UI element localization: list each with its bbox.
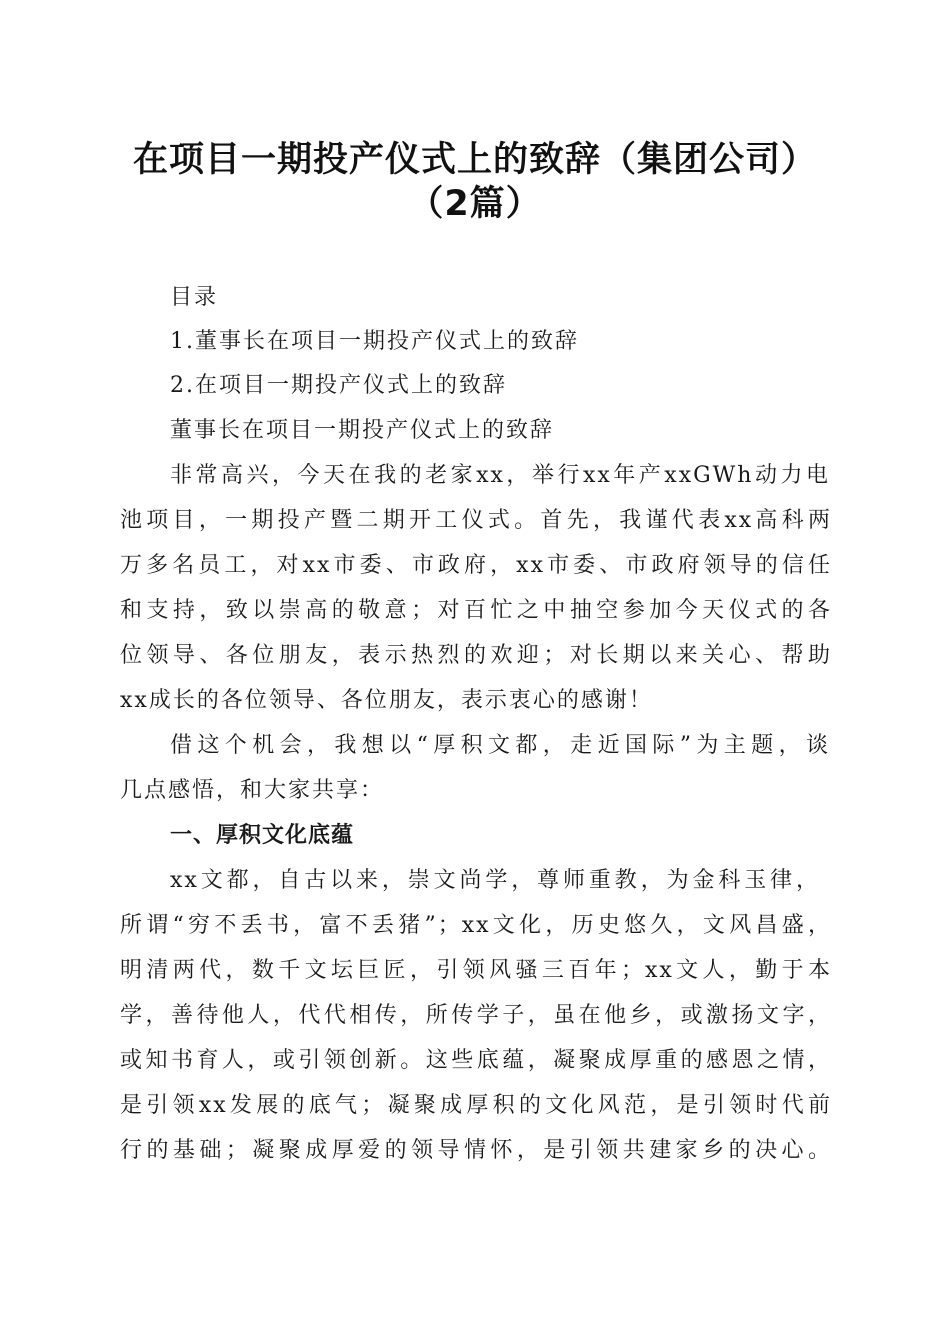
paragraph-line: xx文都，自古以来，崇文尚学，尊师重教，为金科玉律，	[170, 868, 820, 893]
document-title-count: （2篇）	[408, 184, 542, 224]
paragraph-line: 是引领xx发展的底气；凝聚成厚积的文化风范，是引领时代前	[120, 1093, 832, 1118]
toc-item: 1.董事长在项目一期投产仪式上的致辞	[170, 329, 579, 354]
document-title: 在项目一期投产仪式上的致辞（集团公司）	[132, 140, 817, 180]
paragraph-line: xx成长的各位领导、各位朋友，表示衷心的感谢！	[120, 688, 653, 713]
paragraph-line: 所谓“穷不丢书，富不丢猪”；xx文化，历史悠久，文风昌盛，	[120, 913, 832, 938]
paragraph-line: 或知书育人，或引领创新。这些底蕴，凝聚成厚重的感恩之情，	[120, 1048, 832, 1073]
paragraph-line: 几点感悟，和大家共享：	[120, 778, 385, 803]
section-heading: 一、厚积文化底蕴	[170, 823, 355, 848]
paragraph-line: 万多名员工，对xx市委、市政府，xx市委、市政府领导的信任	[120, 553, 832, 578]
speech-title: 董事长在项目一期投产仪式上的致辞	[170, 418, 555, 443]
toc-item: 2.在项目一期投产仪式上的致辞	[170, 373, 507, 398]
paragraph-line: 位领导、各位朋友，表示热烈的欢迎；对长期以来关心、帮助	[120, 643, 832, 668]
paragraph-line: 行的基础；凝聚成厚爱的领导情怀，是引领共建家乡的决心。	[120, 1138, 832, 1163]
paragraph-line: 和支持，致以崇高的敬意；对百忙之中抽空参加今天仪式的各	[120, 598, 832, 623]
paragraph-line: 学，善待他人，代代相传，所传学子，虽在他乡，或激扬文字，	[120, 1003, 832, 1028]
paragraph-line: 借这个机会，我想以“厚积文都，走近国际”为主题，谈	[170, 733, 830, 758]
paragraph-line: 池项目，一期投产暨二期开工仪式。首先，我谨代表xx高科两	[120, 508, 832, 533]
paragraph-line: 明清两代，数千文坛巨匠，引领风骚三百年；xx文人，勤于本	[120, 958, 832, 983]
toc-label: 目录	[170, 285, 219, 310]
paragraph-line: 非常高兴，今天在我的老家xx，举行xx年产xxGWh动力电	[170, 463, 830, 488]
